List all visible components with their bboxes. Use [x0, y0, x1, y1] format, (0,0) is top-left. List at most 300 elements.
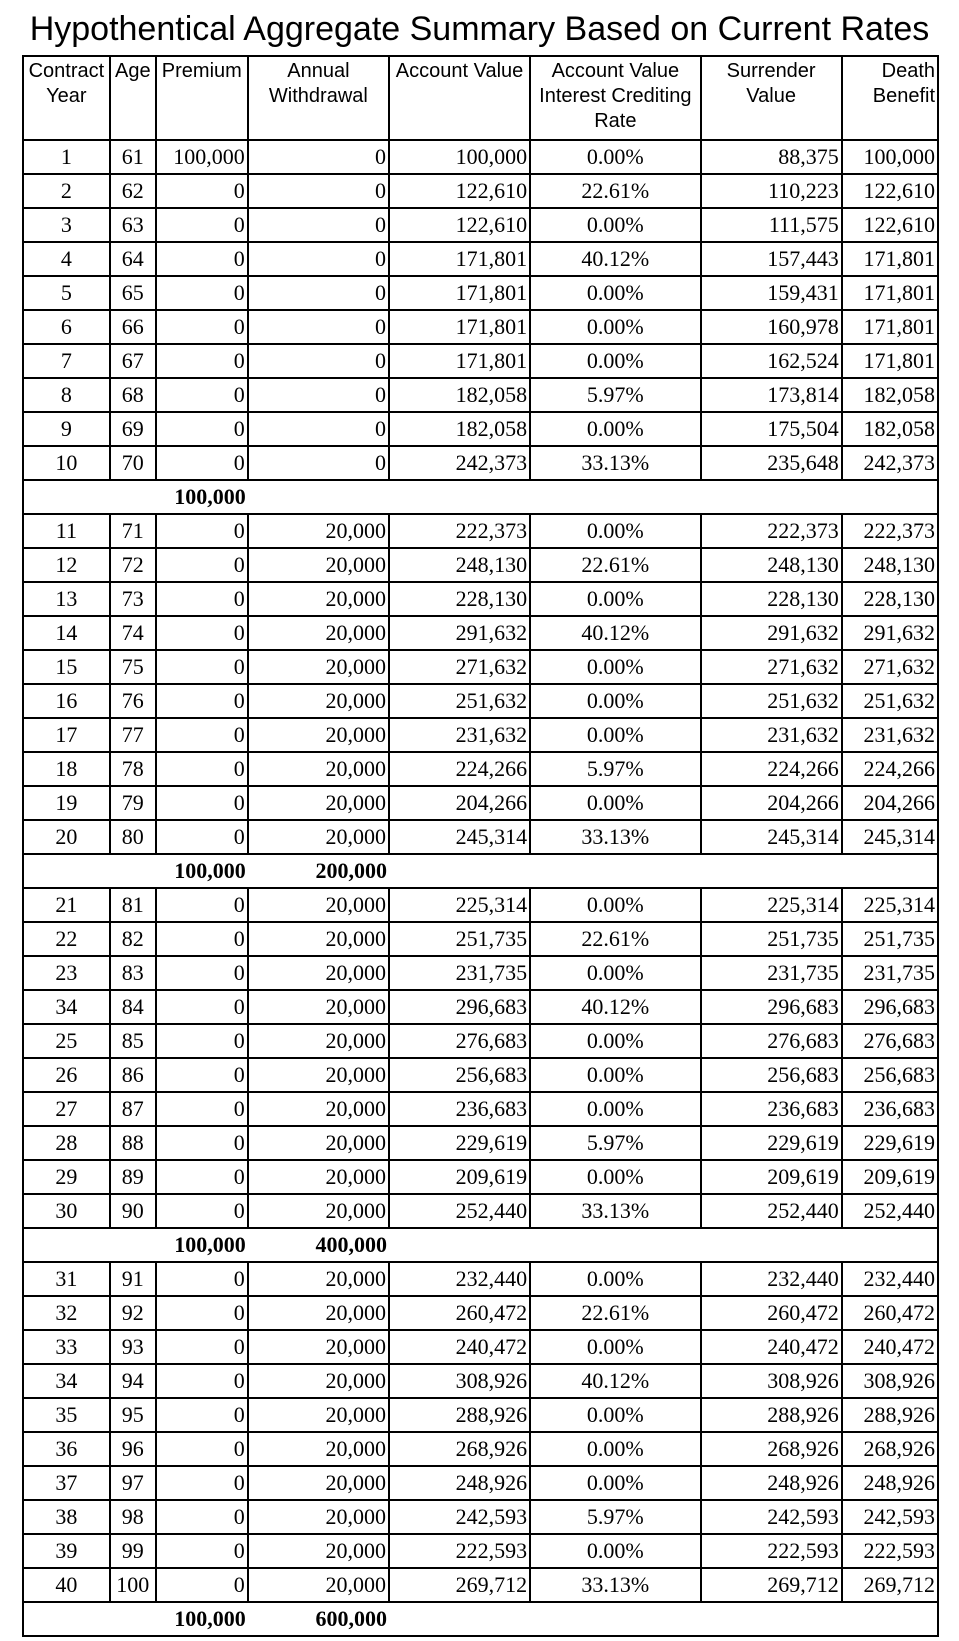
- surrender-value-cell: 248,926: [701, 1466, 842, 1500]
- surrender-value-cell: 110,223: [701, 174, 842, 208]
- age-cell: 75: [110, 650, 156, 684]
- withdrawal-cell: 20,000: [248, 718, 389, 752]
- crediting-rate-cell: 0.00%: [530, 1534, 700, 1568]
- surrender-value-cell: 229,619: [701, 1126, 842, 1160]
- crediting-rate-cell: 5.97%: [530, 752, 700, 786]
- death-benefit-cell: 269,712: [842, 1568, 938, 1602]
- withdrawal-cell: 20,000: [248, 1126, 389, 1160]
- subtotal-empty-cell: [23, 480, 110, 514]
- account-value-cell: 242,593: [389, 1500, 530, 1534]
- age-cell: 63: [110, 208, 156, 242]
- withdrawal-cell: 20,000: [248, 990, 389, 1024]
- subtotal-empty-cell: [842, 1228, 938, 1262]
- account-value-cell: 171,801: [389, 344, 530, 378]
- premium-cell: 0: [156, 1262, 248, 1296]
- death-benefit-cell: 209,619: [842, 1160, 938, 1194]
- crediting-rate-cell: 22.61%: [530, 1296, 700, 1330]
- surrender-value-cell: 252,440: [701, 1194, 842, 1228]
- header-surrender-value: Surrender Value: [701, 56, 842, 140]
- age-cell: 62: [110, 174, 156, 208]
- surrender-value-cell: 231,735: [701, 956, 842, 990]
- premium-cell: 0: [156, 718, 248, 752]
- surrender-value-cell: 248,130: [701, 548, 842, 582]
- subtotal-row: [23, 1602, 938, 1636]
- premium-cell: 0: [156, 1092, 248, 1126]
- crediting-rate-cell: 0.00%: [530, 1092, 700, 1126]
- premium-cell: 0: [156, 1330, 248, 1364]
- withdrawal-cell: 0: [248, 378, 389, 412]
- table-row: [23, 242, 938, 276]
- crediting-rate-cell: 0.00%: [530, 1432, 700, 1466]
- age-cell: 68: [110, 378, 156, 412]
- contract-year-cell: 25: [23, 1024, 110, 1058]
- death-benefit-cell: 225,314: [842, 888, 938, 922]
- subtotal-withdrawal: [248, 480, 389, 514]
- crediting-rate-cell: 0.00%: [530, 208, 700, 242]
- subtotal-row: [23, 1228, 938, 1262]
- withdrawal-cell: 20,000: [248, 1364, 389, 1398]
- table-row: [23, 174, 938, 208]
- surrender-value-cell: 162,524: [701, 344, 842, 378]
- withdrawal-cell: 20,000: [248, 888, 389, 922]
- withdrawal-cell: 20,000: [248, 514, 389, 548]
- account-value-cell: 171,801: [389, 242, 530, 276]
- premium-cell: 0: [156, 1398, 248, 1432]
- account-value-cell: 171,801: [389, 310, 530, 344]
- age-cell: 65: [110, 276, 156, 310]
- death-benefit-cell: 122,610: [842, 208, 938, 242]
- age-cell: 96: [110, 1432, 156, 1466]
- surrender-value-cell: 260,472: [701, 1296, 842, 1330]
- age-cell: 87: [110, 1092, 156, 1126]
- table-row: [23, 1058, 938, 1092]
- surrender-value-cell: 268,926: [701, 1432, 842, 1466]
- contract-year-cell: 26: [23, 1058, 110, 1092]
- contract-year-cell: 36: [23, 1432, 110, 1466]
- death-benefit-cell: 231,735: [842, 956, 938, 990]
- withdrawal-cell: 20,000: [248, 1466, 389, 1500]
- death-benefit-cell: 248,926: [842, 1466, 938, 1500]
- age-cell: 86: [110, 1058, 156, 1092]
- premium-cell: 0: [156, 888, 248, 922]
- contract-year-cell: 23: [23, 956, 110, 990]
- crediting-rate-cell: 40.12%: [530, 242, 700, 276]
- subtotal-withdrawal: 400,000: [248, 1228, 389, 1262]
- account-value-cell: 251,632: [389, 684, 530, 718]
- account-value-cell: 251,735: [389, 922, 530, 956]
- age-cell: 70: [110, 446, 156, 480]
- contract-year-cell: 33: [23, 1330, 110, 1364]
- contract-year-cell: 10: [23, 446, 110, 480]
- contract-year-cell: 37: [23, 1466, 110, 1500]
- contract-year-cell: 7: [23, 344, 110, 378]
- premium-cell: 0: [156, 1466, 248, 1500]
- withdrawal-cell: 20,000: [248, 1568, 389, 1602]
- surrender-value-cell: 276,683: [701, 1024, 842, 1058]
- withdrawal-cell: 0: [248, 174, 389, 208]
- premium-cell: 100,000: [156, 140, 248, 174]
- age-cell: 81: [110, 888, 156, 922]
- contract-year-cell: 1: [23, 140, 110, 174]
- withdrawal-cell: 20,000: [248, 616, 389, 650]
- withdrawal-cell: 0: [248, 344, 389, 378]
- age-cell: 69: [110, 412, 156, 446]
- age-cell: 67: [110, 344, 156, 378]
- account-value-cell: 276,683: [389, 1024, 530, 1058]
- withdrawal-cell: 0: [248, 276, 389, 310]
- age-cell: 92: [110, 1296, 156, 1330]
- account-value-cell: 222,593: [389, 1534, 530, 1568]
- premium-cell: 0: [156, 276, 248, 310]
- death-benefit-cell: 171,801: [842, 310, 938, 344]
- header-premium: Premium: [156, 56, 248, 140]
- surrender-value-cell: 235,648: [701, 446, 842, 480]
- surrender-value-cell: 157,443: [701, 242, 842, 276]
- crediting-rate-cell: 5.97%: [530, 1126, 700, 1160]
- subtotal-empty-cell: [23, 1228, 110, 1262]
- withdrawal-cell: 0: [248, 446, 389, 480]
- account-value-cell: 291,632: [389, 616, 530, 650]
- crediting-rate-cell: 0.00%: [530, 514, 700, 548]
- contract-year-cell: 20: [23, 820, 110, 854]
- crediting-rate-cell: 5.97%: [530, 378, 700, 412]
- subtotal-empty-cell: [530, 1602, 700, 1636]
- table-row: [23, 140, 938, 174]
- withdrawal-cell: 20,000: [248, 922, 389, 956]
- withdrawal-cell: 0: [248, 310, 389, 344]
- crediting-rate-cell: 0.00%: [530, 1160, 700, 1194]
- account-value-cell: 229,619: [389, 1126, 530, 1160]
- surrender-value-cell: 228,130: [701, 582, 842, 616]
- table-row: [23, 1194, 938, 1228]
- crediting-rate-cell: 0.00%: [530, 1262, 700, 1296]
- contract-year-cell: 11: [23, 514, 110, 548]
- age-cell: 74: [110, 616, 156, 650]
- account-value-cell: 182,058: [389, 412, 530, 446]
- premium-cell: 0: [156, 344, 248, 378]
- subtotal-empty-cell: [110, 1228, 156, 1262]
- contract-year-cell: 2: [23, 174, 110, 208]
- withdrawal-cell: 20,000: [248, 956, 389, 990]
- premium-cell: 0: [156, 650, 248, 684]
- death-benefit-cell: 251,632: [842, 684, 938, 718]
- account-value-cell: 171,801: [389, 276, 530, 310]
- account-value-cell: 245,314: [389, 820, 530, 854]
- crediting-rate-cell: 33.13%: [530, 820, 700, 854]
- age-cell: 85: [110, 1024, 156, 1058]
- withdrawal-cell: 20,000: [248, 786, 389, 820]
- death-benefit-cell: 271,632: [842, 650, 938, 684]
- contract-year-cell: 14: [23, 616, 110, 650]
- table-row: [23, 684, 938, 718]
- surrender-value-cell: 224,266: [701, 752, 842, 786]
- death-benefit-cell: 242,373: [842, 446, 938, 480]
- table-row: [23, 888, 938, 922]
- premium-cell: 0: [156, 1126, 248, 1160]
- age-cell: 94: [110, 1364, 156, 1398]
- table-row: [23, 786, 938, 820]
- table-row: [23, 1398, 938, 1432]
- premium-cell: 0: [156, 1058, 248, 1092]
- premium-cell: 0: [156, 1534, 248, 1568]
- withdrawal-cell: 20,000: [248, 1432, 389, 1466]
- surrender-value-cell: 225,314: [701, 888, 842, 922]
- death-benefit-cell: 100,000: [842, 140, 938, 174]
- summary-table: [22, 55, 939, 1637]
- death-benefit-cell: 308,926: [842, 1364, 938, 1398]
- surrender-value-cell: 242,593: [701, 1500, 842, 1534]
- surrender-value-cell: 236,683: [701, 1092, 842, 1126]
- age-cell: 97: [110, 1466, 156, 1500]
- premium-cell: 0: [156, 616, 248, 650]
- death-benefit-cell: 228,130: [842, 582, 938, 616]
- age-cell: 82: [110, 922, 156, 956]
- account-value-cell: 222,373: [389, 514, 530, 548]
- surrender-value-cell: 204,266: [701, 786, 842, 820]
- crediting-rate-cell: 5.97%: [530, 1500, 700, 1534]
- age-cell: 66: [110, 310, 156, 344]
- premium-cell: 0: [156, 684, 248, 718]
- contract-year-cell: 22: [23, 922, 110, 956]
- contract-year-cell: 39: [23, 1534, 110, 1568]
- header-age: Age: [110, 56, 156, 140]
- death-benefit-cell: 222,373: [842, 514, 938, 548]
- contract-year-cell: 3: [23, 208, 110, 242]
- contract-year-cell: 18: [23, 752, 110, 786]
- contract-year-cell: 19: [23, 786, 110, 820]
- crediting-rate-cell: 0.00%: [530, 786, 700, 820]
- death-benefit-cell: 252,440: [842, 1194, 938, 1228]
- crediting-rate-cell: 0.00%: [530, 582, 700, 616]
- account-value-cell: 122,610: [389, 208, 530, 242]
- premium-cell: 0: [156, 1296, 248, 1330]
- surrender-value-cell: 173,814: [701, 378, 842, 412]
- age-cell: 93: [110, 1330, 156, 1364]
- age-cell: 77: [110, 718, 156, 752]
- death-benefit-cell: 224,266: [842, 752, 938, 786]
- subtotal-premium: 100,000: [156, 1602, 248, 1636]
- account-value-cell: 288,926: [389, 1398, 530, 1432]
- death-benefit-cell: 229,619: [842, 1126, 938, 1160]
- premium-cell: 0: [156, 378, 248, 412]
- withdrawal-cell: 20,000: [248, 1330, 389, 1364]
- table-row: [23, 1092, 938, 1126]
- age-cell: 88: [110, 1126, 156, 1160]
- age-cell: 95: [110, 1398, 156, 1432]
- account-value-cell: 248,926: [389, 1466, 530, 1500]
- death-benefit-cell: 256,683: [842, 1058, 938, 1092]
- table-body: [23, 140, 938, 1636]
- contract-year-cell: 32: [23, 1296, 110, 1330]
- contract-year-cell: 21: [23, 888, 110, 922]
- subtotal-empty-cell: [110, 1602, 156, 1636]
- subtotal-premium: 100,000: [156, 480, 248, 514]
- surrender-value-cell: 291,632: [701, 616, 842, 650]
- account-value-cell: 269,712: [389, 1568, 530, 1602]
- subtotal-empty-cell: [530, 480, 700, 514]
- withdrawal-cell: 20,000: [248, 1058, 389, 1092]
- surrender-value-cell: 160,978: [701, 310, 842, 344]
- table-row: [23, 582, 938, 616]
- table-row: [23, 548, 938, 582]
- subtotal-empty-cell: [701, 480, 842, 514]
- death-benefit-cell: 122,610: [842, 174, 938, 208]
- age-cell: 89: [110, 1160, 156, 1194]
- crediting-rate-cell: 40.12%: [530, 990, 700, 1024]
- withdrawal-cell: 20,000: [248, 1534, 389, 1568]
- withdrawal-cell: 20,000: [248, 1296, 389, 1330]
- premium-cell: 0: [156, 208, 248, 242]
- header-interest-crediting-rate: Account Value Interest Crediting Rate: [530, 56, 700, 140]
- contract-year-cell: 28: [23, 1126, 110, 1160]
- premium-cell: 0: [156, 1364, 248, 1398]
- age-cell: 91: [110, 1262, 156, 1296]
- age-cell: 98: [110, 1500, 156, 1534]
- table-row: [23, 1160, 938, 1194]
- subtotal-empty-cell: [389, 1602, 530, 1636]
- header-death-benefit: Death Benefit: [842, 56, 938, 140]
- account-value-cell: 242,373: [389, 446, 530, 480]
- table-row: [23, 1568, 938, 1602]
- death-benefit-cell: 276,683: [842, 1024, 938, 1058]
- table-row: [23, 1330, 938, 1364]
- withdrawal-cell: 20,000: [248, 752, 389, 786]
- death-benefit-cell: 171,801: [842, 276, 938, 310]
- account-value-cell: 236,683: [389, 1092, 530, 1126]
- premium-cell: 0: [156, 548, 248, 582]
- account-value-cell: 256,683: [389, 1058, 530, 1092]
- table-row: [23, 1466, 938, 1500]
- crediting-rate-cell: 0.00%: [530, 1058, 700, 1092]
- table-row: [23, 1534, 938, 1568]
- account-value-cell: 232,440: [389, 1262, 530, 1296]
- account-value-cell: 268,926: [389, 1432, 530, 1466]
- contract-year-cell: 15: [23, 650, 110, 684]
- death-benefit-cell: 182,058: [842, 378, 938, 412]
- contract-year-cell: 35: [23, 1398, 110, 1432]
- premium-cell: 0: [156, 582, 248, 616]
- death-benefit-cell: 288,926: [842, 1398, 938, 1432]
- death-benefit-cell: 171,801: [842, 242, 938, 276]
- withdrawal-cell: 0: [248, 412, 389, 446]
- death-benefit-cell: 242,593: [842, 1500, 938, 1534]
- table-row: [23, 276, 938, 310]
- crediting-rate-cell: 0.00%: [530, 1466, 700, 1500]
- premium-cell: 0: [156, 956, 248, 990]
- premium-cell: 0: [156, 242, 248, 276]
- age-cell: 80: [110, 820, 156, 854]
- header-account-value: Account Value: [389, 56, 530, 140]
- age-cell: 84: [110, 990, 156, 1024]
- table-row: [23, 446, 938, 480]
- subtotal-empty-cell: [530, 854, 700, 888]
- surrender-value-cell: 175,504: [701, 412, 842, 446]
- crediting-rate-cell: 0.00%: [530, 888, 700, 922]
- death-benefit-cell: 171,801: [842, 344, 938, 378]
- age-cell: 100: [110, 1568, 156, 1602]
- crediting-rate-cell: 33.13%: [530, 1194, 700, 1228]
- death-benefit-cell: 296,683: [842, 990, 938, 1024]
- subtotal-empty-cell: [842, 854, 938, 888]
- crediting-rate-cell: 22.61%: [530, 922, 700, 956]
- premium-cell: 0: [156, 310, 248, 344]
- subtotal-empty-cell: [110, 480, 156, 514]
- crediting-rate-cell: 0.00%: [530, 718, 700, 752]
- subtotal-premium: 100,000: [156, 854, 248, 888]
- withdrawal-cell: 0: [248, 140, 389, 174]
- crediting-rate-cell: 22.61%: [530, 548, 700, 582]
- surrender-value-cell: 296,683: [701, 990, 842, 1024]
- table-row: [23, 1296, 938, 1330]
- account-value-cell: 271,632: [389, 650, 530, 684]
- table-row: [23, 344, 938, 378]
- age-cell: 72: [110, 548, 156, 582]
- subtotal-premium: 100,000: [156, 1228, 248, 1262]
- withdrawal-cell: 20,000: [248, 1024, 389, 1058]
- crediting-rate-cell: 0.00%: [530, 344, 700, 378]
- header-row: [23, 56, 938, 140]
- crediting-rate-cell: 0.00%: [530, 276, 700, 310]
- contract-year-cell: 16: [23, 684, 110, 718]
- death-benefit-cell: 260,472: [842, 1296, 938, 1330]
- withdrawal-cell: 20,000: [248, 548, 389, 582]
- surrender-value-cell: 209,619: [701, 1160, 842, 1194]
- table-row: [23, 208, 938, 242]
- subtotal-empty-cell: [701, 1602, 842, 1636]
- table-row: [23, 718, 938, 752]
- age-cell: 79: [110, 786, 156, 820]
- surrender-value-cell: 222,373: [701, 514, 842, 548]
- age-cell: 99: [110, 1534, 156, 1568]
- withdrawal-cell: 20,000: [248, 650, 389, 684]
- account-value-cell: 231,735: [389, 956, 530, 990]
- premium-cell: 0: [156, 1568, 248, 1602]
- subtotal-empty-cell: [23, 1602, 110, 1636]
- death-benefit-cell: 245,314: [842, 820, 938, 854]
- death-benefit-cell: 251,735: [842, 922, 938, 956]
- contract-year-cell: 30: [23, 1194, 110, 1228]
- crediting-rate-cell: 40.12%: [530, 616, 700, 650]
- table-row: [23, 1500, 938, 1534]
- withdrawal-cell: 20,000: [248, 1398, 389, 1432]
- table-row: [23, 514, 938, 548]
- surrender-value-cell: 256,683: [701, 1058, 842, 1092]
- subtotal-row: [23, 480, 938, 514]
- subtotal-row: [23, 854, 938, 888]
- crediting-rate-cell: 0.00%: [530, 1398, 700, 1432]
- crediting-rate-cell: 33.13%: [530, 446, 700, 480]
- table-row: [23, 1262, 938, 1296]
- account-value-cell: 100,000: [389, 140, 530, 174]
- age-cell: 64: [110, 242, 156, 276]
- header-contract-year: Contract Year: [23, 56, 110, 140]
- header-annual-withdrawal: Annual Withdrawal: [248, 56, 389, 140]
- surrender-value-cell: 269,712: [701, 1568, 842, 1602]
- table-row: [23, 1024, 938, 1058]
- account-value-cell: 252,440: [389, 1194, 530, 1228]
- account-value-cell: 231,632: [389, 718, 530, 752]
- withdrawal-cell: 20,000: [248, 1160, 389, 1194]
- death-benefit-cell: 204,266: [842, 786, 938, 820]
- account-value-cell: 204,266: [389, 786, 530, 820]
- premium-cell: 0: [156, 1160, 248, 1194]
- crediting-rate-cell: 0.00%: [530, 310, 700, 344]
- crediting-rate-cell: 0.00%: [530, 412, 700, 446]
- subtotal-withdrawal: 600,000: [248, 1602, 389, 1636]
- account-value-cell: 308,926: [389, 1364, 530, 1398]
- premium-cell: 0: [156, 1432, 248, 1466]
- premium-cell: 0: [156, 174, 248, 208]
